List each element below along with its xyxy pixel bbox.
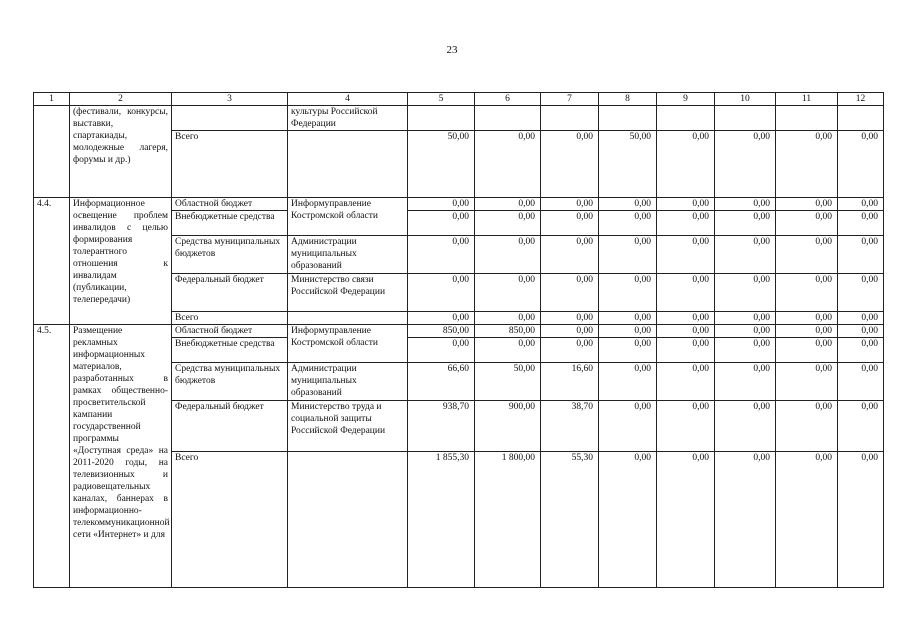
column-header: 8 xyxy=(599,93,657,106)
funding-source: Средства муниципальных бюджетов xyxy=(172,236,288,274)
column-header: 9 xyxy=(657,93,715,106)
value-cell: 0,00 xyxy=(838,312,884,325)
value-cell: 0,00 xyxy=(715,236,776,274)
value-cell: 0,00 xyxy=(475,274,541,312)
value-cell: 0,00 xyxy=(541,274,599,312)
funding-source xyxy=(172,106,288,131)
page-number: 23 xyxy=(446,44,458,56)
value-cell: 0,00 xyxy=(657,274,715,312)
value-cell: 0,00 xyxy=(541,131,599,198)
value-cell: 0,00 xyxy=(657,198,715,211)
value-cell: 850,00 xyxy=(475,325,541,338)
value-cell: 0,00 xyxy=(657,401,715,452)
value-cell: 0,00 xyxy=(408,236,475,274)
column-header: 5 xyxy=(408,93,475,106)
value-cell: 0,00 xyxy=(541,236,599,274)
executor: Администрации муниципальных образований xyxy=(288,236,408,274)
value-cell: 0,00 xyxy=(657,325,715,338)
value-cell: 0,00 xyxy=(475,338,541,363)
value-cell: 0,00 xyxy=(657,312,715,325)
value-cell: 0,00 xyxy=(541,312,599,325)
value-cell: 0,00 xyxy=(657,211,715,236)
value-cell: 0,00 xyxy=(838,363,884,401)
value-cell: 0,00 xyxy=(838,211,884,236)
item-description: (фестивали, конкурсы, выставки, спартакиады, молодежные лагеря, форумы и др.) xyxy=(70,106,172,198)
item-description: Информационное освещение проблем инвалидов с целью формирования толерантного отношения к инвалидам (публикации, телепередачи) xyxy=(70,198,172,325)
value-cell: 0,00 xyxy=(657,131,715,198)
value-cell: 0,00 xyxy=(599,236,657,274)
executor xyxy=(288,312,408,325)
value-cell: 0,00 xyxy=(715,338,776,363)
value-cell: 0,00 xyxy=(776,452,838,588)
value-cell: 0,00 xyxy=(408,198,475,211)
value-cell: 0,00 xyxy=(599,198,657,211)
column-header: 6 xyxy=(475,93,541,106)
executor: Информуправление Костромской области xyxy=(288,325,408,363)
executor: Информуправление Костромской области xyxy=(288,198,408,236)
value-cell: 0,00 xyxy=(475,211,541,236)
column-header: 3 xyxy=(172,93,288,106)
value-cell: 0,00 xyxy=(475,236,541,274)
value-cell: 0,00 xyxy=(715,274,776,312)
item-number: 4.5. xyxy=(34,325,70,588)
column-header: 4 xyxy=(288,93,408,106)
funding-source: Средства муниципальных бюджетов xyxy=(172,363,288,401)
value-cell: 0,00 xyxy=(475,198,541,211)
table-row xyxy=(34,198,884,211)
value-cell: 0,00 xyxy=(776,363,838,401)
value-cell: 0,00 xyxy=(838,338,884,363)
value-cell: 1 800,00 xyxy=(475,452,541,588)
item-number xyxy=(34,106,70,198)
value-cell: 0,00 xyxy=(599,274,657,312)
value-cell: 0,00 xyxy=(715,401,776,452)
value-cell: 0,00 xyxy=(838,131,884,198)
value-cell: 1 855,30 xyxy=(408,452,475,588)
value-cell: 0,00 xyxy=(408,274,475,312)
value-cell: 0,00 xyxy=(715,325,776,338)
value-cell: 900,00 xyxy=(475,401,541,452)
funding-source: Федеральный бюджет xyxy=(172,274,288,312)
funding-source: Всего xyxy=(172,312,288,325)
value-cell: 0,00 xyxy=(838,401,884,452)
value-cell: 0,00 xyxy=(657,236,715,274)
value-cell: 0,00 xyxy=(475,312,541,325)
value-cell: 66,60 xyxy=(408,363,475,401)
value-cell: 0,00 xyxy=(776,198,838,211)
value-cell: 0,00 xyxy=(475,131,541,198)
value-cell: 0,00 xyxy=(541,338,599,363)
value-cell: 0,00 xyxy=(838,325,884,338)
value-cell: 0,00 xyxy=(599,312,657,325)
value-cell: 0,00 xyxy=(776,401,838,452)
value-cell: 0,00 xyxy=(657,452,715,588)
column-header: 11 xyxy=(776,93,838,106)
column-header: 12 xyxy=(838,93,884,106)
value-cell: 0,00 xyxy=(541,211,599,236)
value-cell: 850,00 xyxy=(408,325,475,338)
table-row xyxy=(34,106,884,131)
value-cell: 0,00 xyxy=(599,363,657,401)
value-cell: 0,00 xyxy=(715,452,776,588)
value-cell: 0,00 xyxy=(715,211,776,236)
value-cell: 38,70 xyxy=(541,401,599,452)
value-cell: 0,00 xyxy=(408,211,475,236)
funding-source: Внебюджетные средства xyxy=(172,211,288,236)
funding-source: Внебюджетные средства xyxy=(172,338,288,363)
value-cell: 0,00 xyxy=(776,274,838,312)
executor xyxy=(288,452,408,588)
funding-source: Всего xyxy=(172,131,288,198)
value-cell: 0,00 xyxy=(838,198,884,211)
executor: Министерство связи Российской Федерации xyxy=(288,274,408,312)
funding-source: Всего xyxy=(172,452,288,588)
value-cell: 0,00 xyxy=(776,325,838,338)
executor: Министерство труда и социальной защиты Российской Федерации xyxy=(288,401,408,452)
funding-source: Областной бюджет xyxy=(172,198,288,211)
item-number: 4.4. xyxy=(34,198,70,325)
funding-source: Областной бюджет xyxy=(172,325,288,338)
value-cell: 0,00 xyxy=(838,452,884,588)
value-cell: 0,00 xyxy=(599,401,657,452)
value-cell: 0,00 xyxy=(715,131,776,198)
value-cell: 16,60 xyxy=(541,363,599,401)
value-cell: 0,00 xyxy=(599,338,657,363)
column-header: 7 xyxy=(541,93,599,106)
value-cell: 0,00 xyxy=(715,198,776,211)
column-header: 1 xyxy=(34,93,70,106)
funding-source: Федеральный бюджет xyxy=(172,401,288,452)
value-cell: 0,00 xyxy=(838,274,884,312)
value-cell: 0,00 xyxy=(541,325,599,338)
executor: культуры Российской Федерации xyxy=(288,106,408,131)
value-cell: 0,00 xyxy=(408,338,475,363)
value-cell: 0,00 xyxy=(657,363,715,401)
header-row xyxy=(34,93,884,106)
value-cell: 0,00 xyxy=(599,325,657,338)
value-cell: 0,00 xyxy=(776,236,838,274)
value-cell: 0,00 xyxy=(599,452,657,588)
value-cell: 50,00 xyxy=(475,363,541,401)
value-cell: 0,00 xyxy=(599,211,657,236)
value-cell: 0,00 xyxy=(541,198,599,211)
executor xyxy=(288,131,408,198)
value-cell: 50,00 xyxy=(599,131,657,198)
value-cell: 0,00 xyxy=(657,338,715,363)
value-cell: 0,00 xyxy=(715,312,776,325)
value-cell: 0,00 xyxy=(776,131,838,198)
value-cell: 938,70 xyxy=(408,401,475,452)
executor: Администрации муниципальных образований xyxy=(288,363,408,401)
column-header: 10 xyxy=(715,93,776,106)
table-row xyxy=(34,325,884,338)
value-cell: 50,00 xyxy=(408,131,475,198)
column-header: 2 xyxy=(70,93,172,106)
value-cell: 0,00 xyxy=(838,236,884,274)
value-cell: 0,00 xyxy=(408,312,475,325)
value-cell: 0,00 xyxy=(776,338,838,363)
value-cell: 0,00 xyxy=(776,312,838,325)
value-cell: 0,00 xyxy=(715,363,776,401)
budget-table xyxy=(33,92,884,588)
item-description: Размещение рекламных информационных материалов, разработанных в рамках общественно-просветительской кампании государственной программы «Доступная среда» на 2011-2020 годы, на телевизионных и радиовещательных каналах, баннерах в информационно-телекоммуникационной сети «Интернет» и для xyxy=(70,325,172,588)
value-cell: 55,30 xyxy=(541,452,599,588)
value-cell: 0,00 xyxy=(776,211,838,236)
